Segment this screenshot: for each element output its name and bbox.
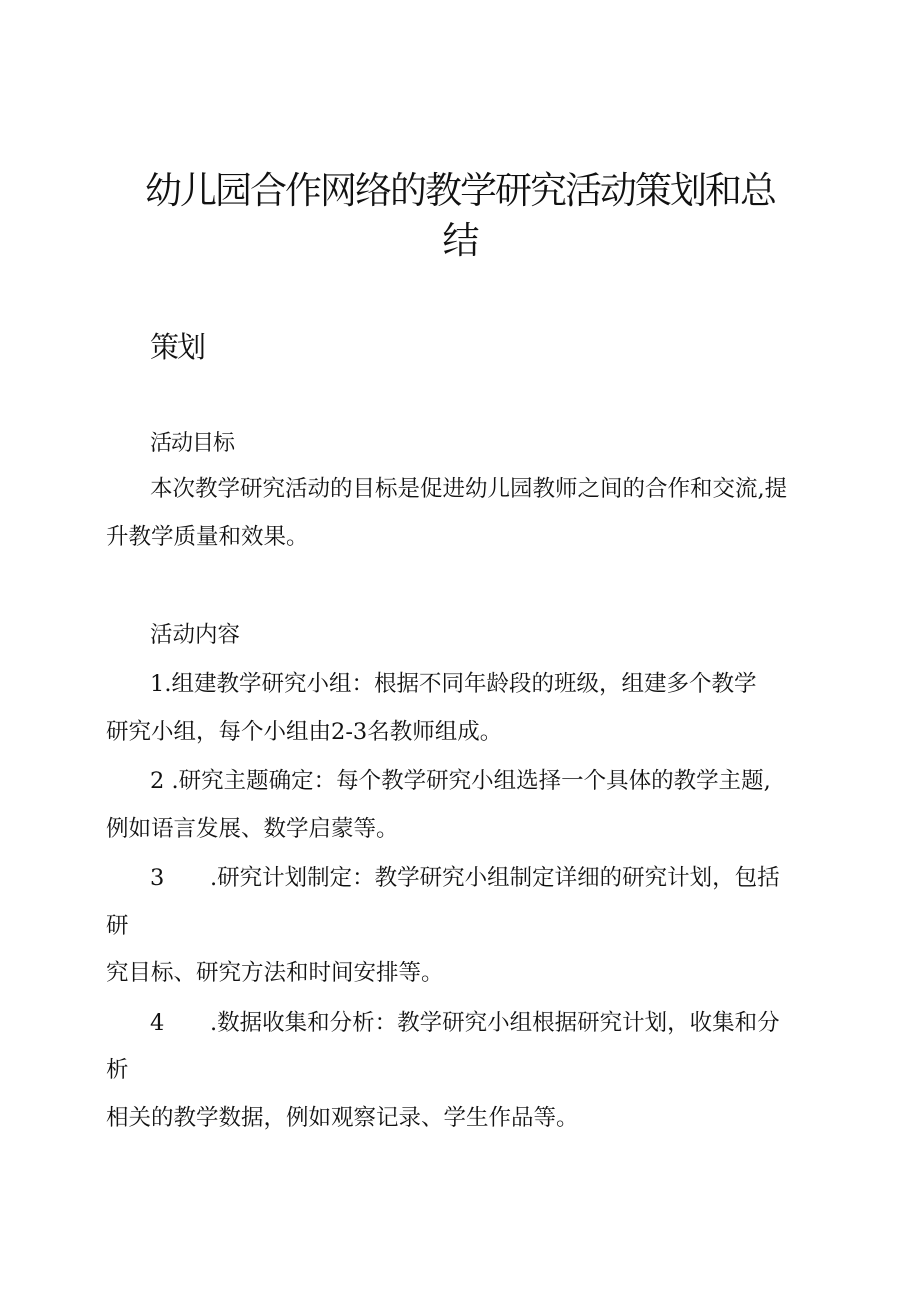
item-1-line-2: 研究小组，每个小组由2-3名教师组成。 bbox=[106, 719, 503, 745]
item-3-line-2: 研 bbox=[106, 913, 129, 939]
subheading-content: 活动内容 bbox=[150, 622, 241, 648]
item-2-line-2: 例如语言发展、数学启蒙等。 bbox=[106, 816, 399, 842]
item-4-line-1: .数据收集和分析：教学研究小组根据研究计划，收集和分 bbox=[210, 1010, 780, 1036]
item-3-line-1: .研究计划制定：教学研究小组制定详细的研究计划，包括 bbox=[210, 865, 780, 891]
item-2-line-1: 2 .研究主题确定：每个教学研究小组选择一个具体的教学主题, bbox=[150, 768, 771, 794]
item-4-line-2: 析 bbox=[106, 1057, 129, 1083]
title-line-1: 幼儿园合作网络的教学研究活动策划和总 bbox=[145, 169, 775, 212]
goal-paragraph-line-1: 本次教学研究活动的目标是促进幼儿园教师之间的合作和交流,提 bbox=[150, 476, 788, 502]
item-3-line-3: 究目标、研究方法和时间安排等。 bbox=[106, 960, 444, 986]
item-4-number: 4 bbox=[150, 1010, 165, 1036]
subheading-goal: 活动目标 bbox=[150, 431, 235, 456]
document-title bbox=[120, 166, 800, 266]
item-1-line-1: 1.组建教学研究小组：根据不同年龄段的班级，组建多个教学 bbox=[150, 671, 757, 697]
item-4-line-3: 相关的教学数据，例如观察记录、学生作品等。 bbox=[106, 1105, 579, 1131]
title-line-2: 结 bbox=[442, 219, 478, 262]
section-heading-plan: 策划 bbox=[150, 330, 205, 364]
goal-paragraph-line-2: 升教学质量和效果。 bbox=[106, 524, 309, 550]
item-3-number: 3 bbox=[150, 865, 165, 891]
